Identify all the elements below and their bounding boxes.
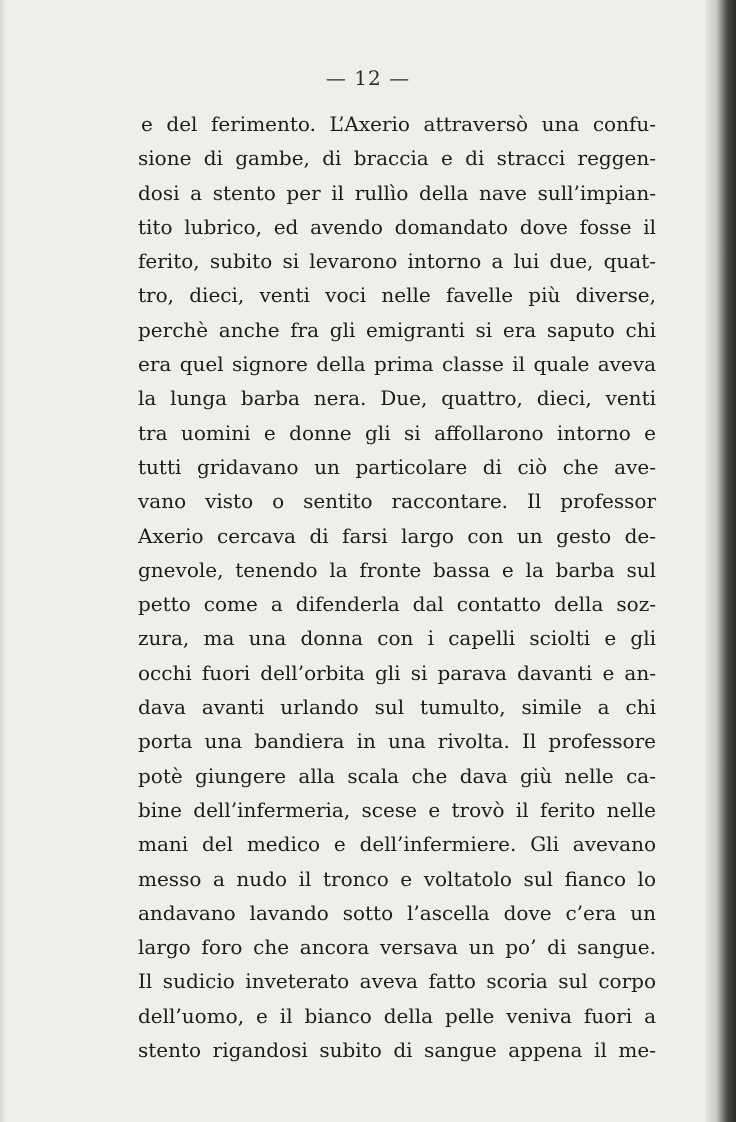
text-line: ferito, subito si levarono intorno a lui due, quat- [138, 249, 656, 274]
text-line: largo foro che ancora versava un po’ di sangue. [138, 935, 656, 960]
text-line: potè giungere alla scala che dava giù nelle ca- [138, 763, 656, 788]
text-line: tro, dieci, venti voci nelle favelle più diverse, [138, 283, 656, 308]
text-line: la lunga barba nera. Due, quattro, dieci, venti [138, 386, 656, 411]
text-line: vano visto o sentito raccontare. Il professor [138, 489, 656, 514]
text-line: e del ferimento. L’Axerio attraversò una confu- [141, 112, 656, 136]
text-line: perchè anche fra gli emigranti si era saputo chi [138, 317, 656, 342]
text-line: Il sudicio inveterato aveva fatto scoria sul corpo [138, 969, 656, 994]
text-line: dosi a stento per il rullìo della nave sull’impian- [138, 180, 656, 205]
text-line: mani del medico e dell’infermiere. Gli avevano [138, 832, 656, 857]
body-text [138, 107, 656, 1067]
text-line: tito lubrico, ed avendo domandato dove fosse il [138, 214, 656, 239]
text-line: era quel signore della prima classe il quale aveva [138, 352, 656, 377]
text-line: sione di gambe, di braccia e di stracci reggen- [138, 146, 656, 171]
text-line: tra uomini e donne gli si affollarono intorno e [138, 420, 656, 445]
text-line: tutti gridavano un particolare di ciò che ave- [138, 454, 656, 479]
text-line: andavano lavando sotto l’ascella dove c’era un [138, 900, 656, 925]
text-line: dell’uomo, e il bianco della pelle veniva fuori a [138, 1003, 656, 1028]
text-line: bine dell’infermeria, scese e trovò il ferito nelle [138, 797, 656, 822]
text-line: petto come a difenderla dal contatto della soz- [138, 592, 656, 617]
text-line: messo a nudo il tronco e voltatolo sul fianco lo [138, 866, 656, 891]
text-line: occhi fuori dell’orbita gli si parava davanti e an- [138, 660, 656, 685]
text-line: stento rigandosi subito di sangue appena il me- [138, 1038, 656, 1063]
text-line: zura, ma una donna con i capelli sciolti e gli [138, 626, 656, 651]
book-spine-shadow [706, 0, 736, 1122]
text-line: Axerio cercava di farsi largo con un gesto de- [138, 523, 656, 548]
text-line: dava avanti urlando sul tumulto, simile a chi [138, 695, 656, 720]
text-line: porta una bandiera in una rivolta. Il professore [138, 729, 656, 754]
text-line: gnevole, tenendo la fronte bassa e la barba sul [138, 557, 656, 582]
page-number-header: — 12 — [325, 66, 411, 90]
page-edge-shadow [0, 0, 6, 1122]
